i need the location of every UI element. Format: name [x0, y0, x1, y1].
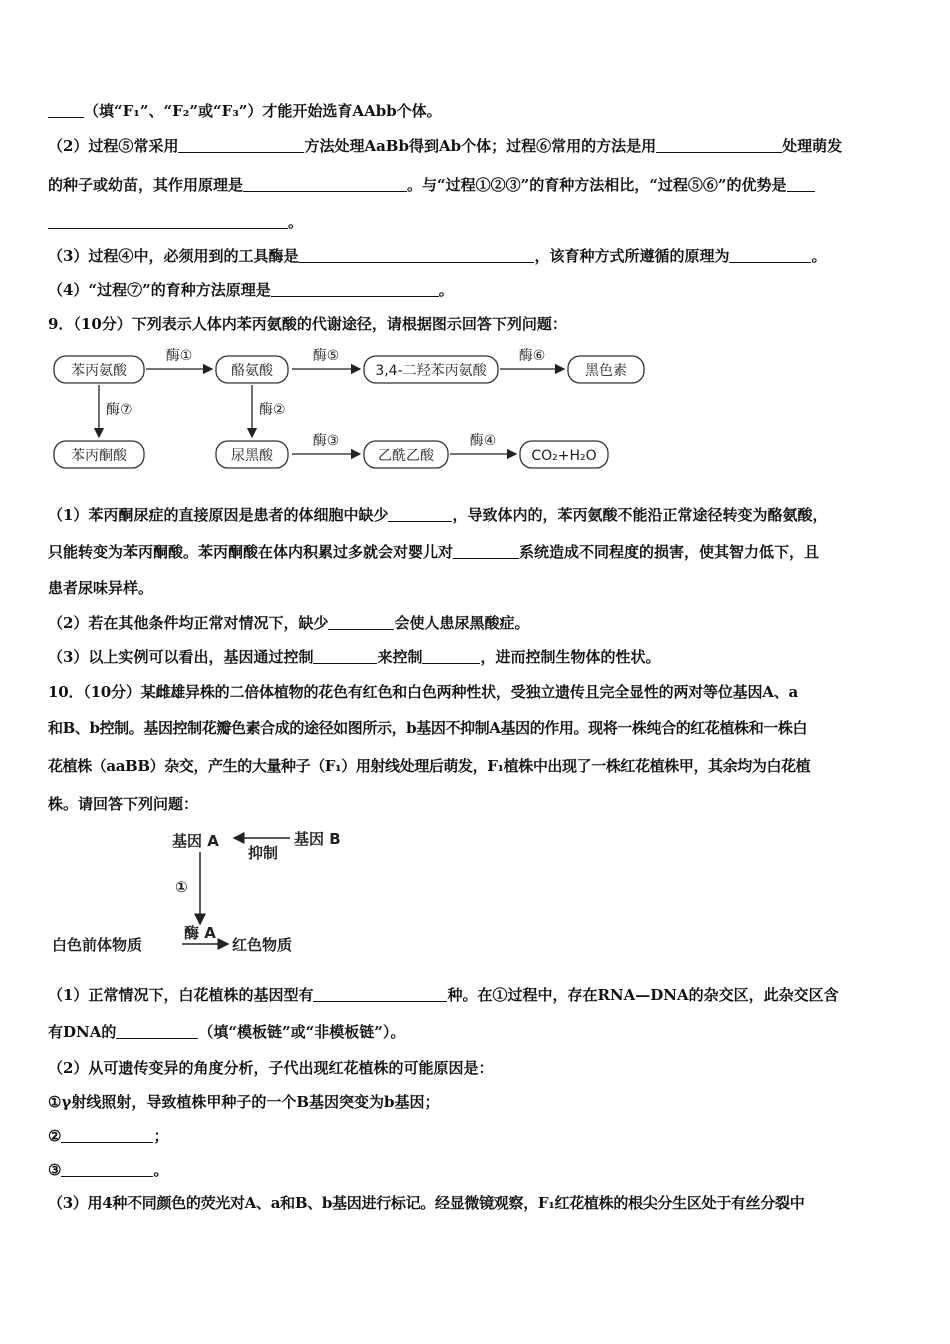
label-acetoacetate: 乙酰乙酸 — [378, 448, 434, 464]
label-enzyme-a: 酶 A — [184, 924, 216, 942]
answer-blank[interactable] — [116, 1023, 198, 1039]
label-enzyme-4: 酶④ — [469, 433, 497, 449]
question-9-stem: 9．（10分）下列表示人体内苯丙氨酸的代谢途径，请根据图示回答下列问题： — [48, 315, 567, 333]
q10-part2-reason1: ①γ射线照射，导致植株甲种子的一个B基因突变为b基因； — [48, 1093, 440, 1111]
answer-blank[interactable] — [48, 102, 84, 118]
answer-blank[interactable] — [61, 1161, 153, 1177]
line-1: （填“F₁”、“F₂”或“F₃”）才能开始选育AAbb个体。 — [48, 101, 910, 121]
label-dopa: 3,4-二羟苯丙氨酸 — [375, 363, 487, 379]
q10-part2: （2）从可遗传变异的角度分析，子代出现红花植株的可能原因是： — [48, 1059, 494, 1077]
label-enzyme-1: 酶① — [165, 348, 193, 364]
label-co2-h2o: CO₂+H₂O — [531, 448, 597, 464]
label-enzyme-3: 酶③ — [312, 433, 340, 449]
label-melanin: 黑色素 — [585, 363, 627, 379]
label-white-precursor: 白色前体物质 — [52, 936, 143, 954]
answer-blank[interactable] — [729, 247, 811, 263]
label-tyrosine: 酪氨酸 — [231, 363, 273, 379]
answer-blank[interactable] — [243, 176, 407, 192]
label-step-1: ① — [175, 878, 188, 896]
q9-part3: （3）以上实例可以看出，基因通过控制 来控制 ，进而控制生物体的性状。 — [48, 648, 661, 666]
answer-blank[interactable] — [48, 213, 288, 229]
q10-stem-line2: 和B、b控制。基因控制花瓣色素合成的途径如图所示，b基因不抑制A基因的作用。现将一株纯合的红花植株和一株白 — [48, 719, 808, 737]
q10-part3: （3）用4种不同颜色的荧光对A、a和B、b基因进行标记。经显微镜观察，F₁红花植株的根尖分生区处于有丝分裂中 — [48, 1194, 805, 1212]
answer-blank[interactable] — [656, 137, 782, 153]
answer-blank[interactable] — [422, 648, 480, 664]
metabolic-pathway-diagram — [48, 340, 668, 475]
q10-part2-reason3: ③ 。 — [48, 1161, 169, 1179]
label-inhibit: 抑制 — [248, 844, 279, 862]
label-enzyme-2: 酶② — [259, 402, 286, 418]
line-3: 的种子或幼苗，其作用原理是 。与“过程①②③”的育种方法相比，“过程⑤⑥”的优势是 — [48, 175, 910, 195]
q10-stem-line1: 10．（10分）某雌雄异株的二倍体植物的花色有红色和白色两种性状，受独立遗传且完全显性的两对等位基因A、a — [48, 683, 799, 701]
line-6: （4）“过程⑦”的育种方法原理是 。 — [48, 281, 454, 299]
q10-stem-line4: 株。请回答下列问题： — [48, 795, 199, 813]
answer-blank[interactable] — [453, 543, 519, 559]
line-2: （2）过程⑤常采用 方法处理AaBb得到Ab个体；过程⑥常用的方法是用 处理萌发 — [48, 137, 843, 155]
q10-part1-line2: 有DNA的 （填“模板链”或“非模板链”）。 — [48, 1023, 406, 1041]
label-phenylalanine: 苯丙氨酸 — [71, 363, 127, 379]
q10-part1-line1: （1）正常情况下，白花植株的基因型有 种。在①过程中，存在RNA—DNA的杂交区，此杂交区含 — [48, 986, 839, 1004]
label-gene-b: 基因 B — [294, 830, 341, 848]
answer-blank[interactable] — [388, 506, 452, 522]
q9-part1-line2: 只能转变为苯丙酮酸。苯丙酮酸在体内积累过多就会对婴儿对 系统造成不同程度的损害，使其智力低下，且 — [48, 543, 820, 561]
line-4: 。 — [48, 212, 910, 232]
answer-blank[interactable] — [313, 648, 377, 664]
label-phenylpyruvate: 苯丙酮酸 — [71, 448, 127, 464]
gene-pathway-diagram — [48, 822, 388, 962]
answer-blank[interactable] — [298, 247, 534, 263]
q9-part1-line1: （1）苯丙酮尿症的直接原因是患者的体细胞中缺少 ，导致体内的，苯丙氨酸不能沿正常途径转变为酪氨酸， — [48, 506, 828, 524]
label-enzyme-6: 酶⑥ — [518, 348, 546, 364]
line-5: （3）过程④中，必须用到的工具酶是 ，该育种方式所遵循的原理为 。 — [48, 247, 827, 265]
answer-blank[interactable] — [271, 281, 439, 297]
q10-part2-reason2: ② ； — [48, 1127, 169, 1145]
answer-blank[interactable] — [313, 986, 447, 1002]
label-homogentisate: 尿黑酸 — [231, 448, 273, 464]
q10-stem-line3: 花植株（aaBB）杂交，产生的大量种子（F₁）用射线处理后萌发，F₁植株中出现了一株红花植株甲，其余均为白花植 — [48, 757, 811, 775]
answer-blank[interactable] — [61, 1127, 153, 1143]
answer-blank[interactable] — [787, 176, 815, 192]
label-enzyme-5: 酶⑤ — [312, 348, 340, 364]
answer-blank[interactable] — [178, 137, 304, 153]
label-enzyme-7: 酶⑦ — [106, 402, 133, 418]
answer-blank[interactable] — [328, 614, 394, 630]
q9-part2: （2）若在其他条件均正常对情况下，缺少 会使人患尿黑酸症。 — [48, 614, 530, 632]
label-gene-a: 基因 A — [172, 832, 219, 850]
label-red-substance: 红色物质 — [232, 936, 293, 954]
q9-part1-line3: 患者尿味异样。 — [48, 579, 154, 597]
